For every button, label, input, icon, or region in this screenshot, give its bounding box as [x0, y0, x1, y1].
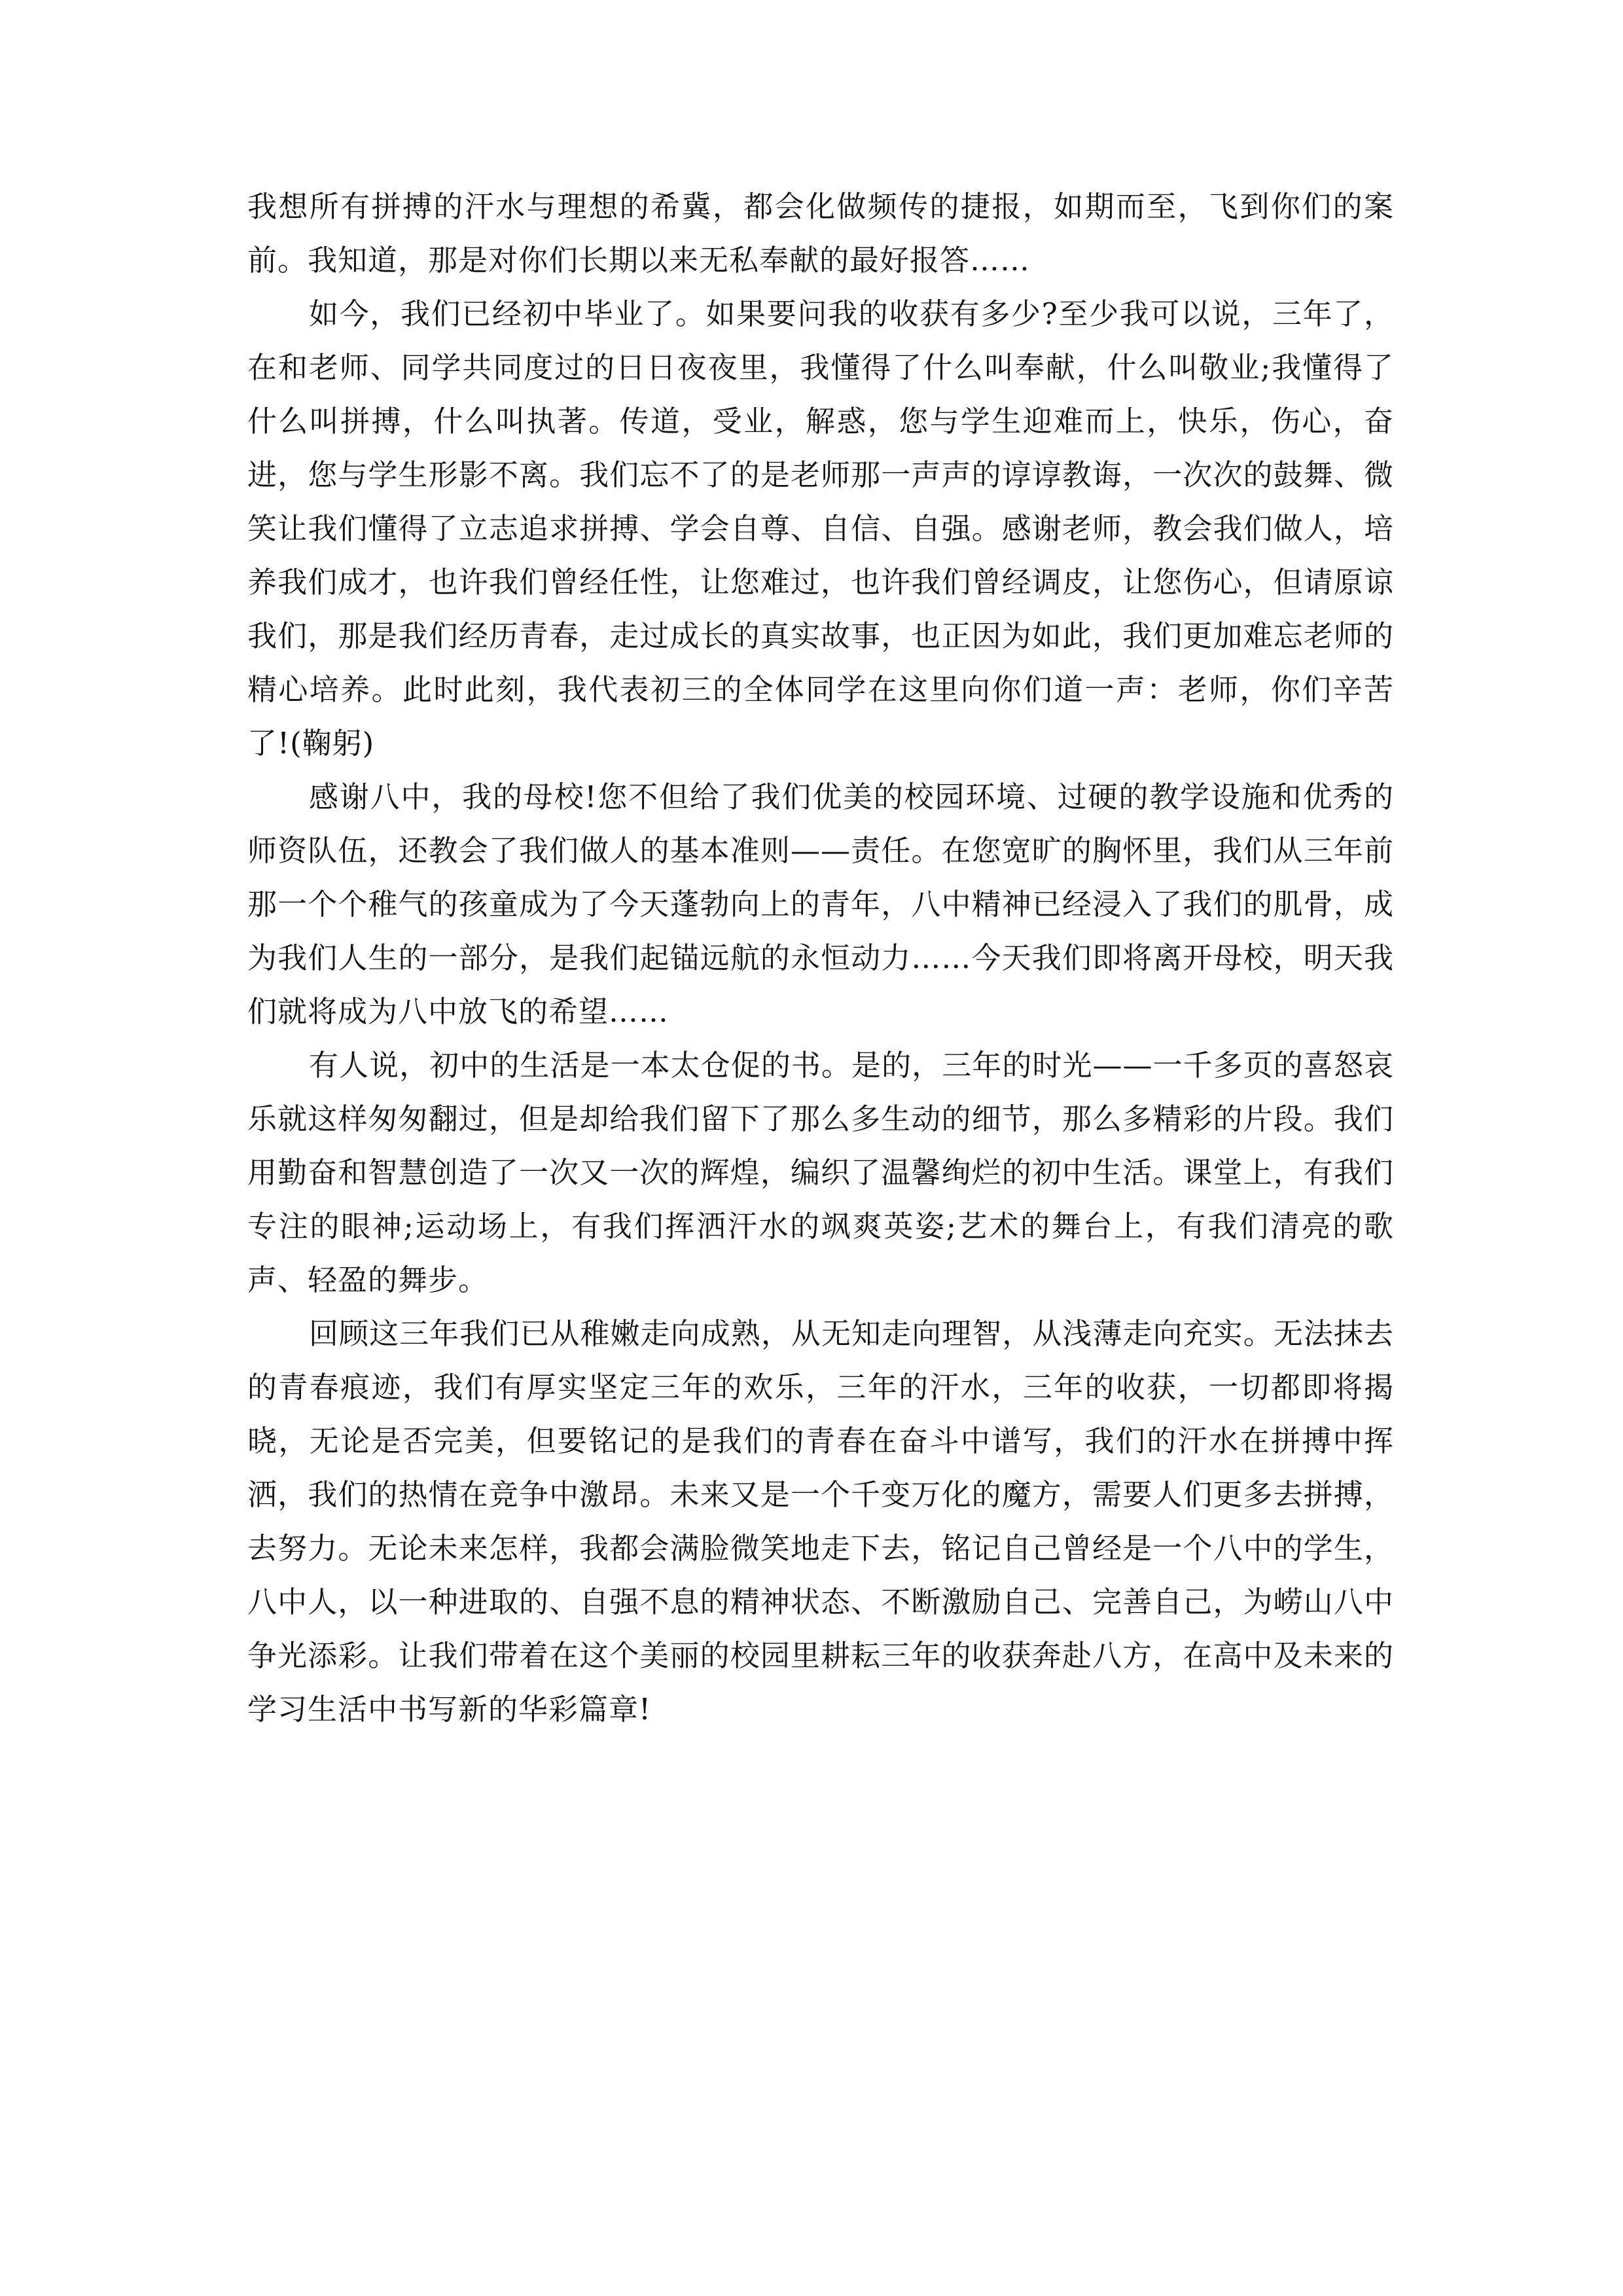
document-body: [247, 180, 1394, 1736]
paragraph-review: 回顾这三年我们已从稚嫩走向成熟，从无知走向理智，从浅薄走向充实。无法抹去的青春痕迹，我们有厚实坚定三年的欢乐，三年的汗水，三年的收获，一切都即将揭晓，无论是否完美，但要铭记的是我们的青春在奋斗中谱写，我们的汗水在拼搏中挥洒，我们的热情在竞争中激昂。未来又是一个千变万化的魔方，需要人们更多去拼搏，去努力。无论未来怎样，我都会满脸微笑地走下去，铭记自己曾经是一个八中的学生，八中人，以一种进取的、自强不息的精神状态、不断激励自己、完善自己，为崂山八中争光添彩。让我们带着在这个美丽的校园里耕耘三年的收获奔赴八方，在高中及未来的学习生活中书写新的华彩篇章!: [247, 1316, 1394, 1727]
paragraph-thanks-school: 感谢八中，我的母校!您不但给了我们优美的校园环境、过硬的教学设施和优秀的师资队伍，还教会了我们做人的基本准则——责任。在您宽旷的胸怀里，我们从三年前那一个个稚气的孩童成为了今天蓬勃向上的青年，八中精神已经浸入了我们的肌骨，成为我们人生的一部分，是我们起锚远航的永恒动力……今天我们即将离开母校，明天我们就将成为八中放飞的希望……: [247, 780, 1394, 1029]
paragraph-continuation: 我想所有拼搏的汗水与理想的希冀，都会化做频传的捷报，如期而至，飞到你们的案前。我知道，那是对你们长期以来无私奉献的最好报答……: [247, 189, 1394, 278]
paragraph-graduation: 如今，我们已经初中毕业了。如果要问我的收获有多少?至少我可以说，三年了，在和老师、同学共同度过的日日夜夜里，我懂得了什么叫奉献，什么叫敬业;我懂得了什么叫拼搏，什么叫执著。传道，受业，解惑，您与学生迎难而上，快乐，伤心，奋进，您与学生形影不离。我们忘不了的是老师那一声声的谆谆教诲，一次次的鼓舞、微笑让我们懂得了立志追求拼搏、学会自尊、自信、自强。感谢老师，教会我们做人，培养我们成才，也许我们曾经任性，让您难过，也许我们曾经调皮，让您伤心，但请原谅我们，那是我们经历青春，走过成长的真实故事，也正因为如此，我们更加难忘老师的精心培养。此时此刻，我代表初三的全体同学在这里向你们道一声：老师，你们辛苦了!(鞠躬): [247, 296, 1394, 761]
paragraph-junior-life: 有人说，初中的生活是一本太仓促的书。是的，三年的时光——一千多页的喜怒哀乐就这样匆匆翻过，但是却给我们留下了那么多生动的细节，那么多精彩的片段。我们用勤奋和智慧创造了一次又一次的辉煌，编织了温馨绚烂的初中生活。课堂上，有我们专注的眼神;运动场上，有我们挥洒汗水的飒爽英姿;艺术的舞台上，有我们清亮的歌声、轻盈的舞步。: [247, 1048, 1394, 1297]
